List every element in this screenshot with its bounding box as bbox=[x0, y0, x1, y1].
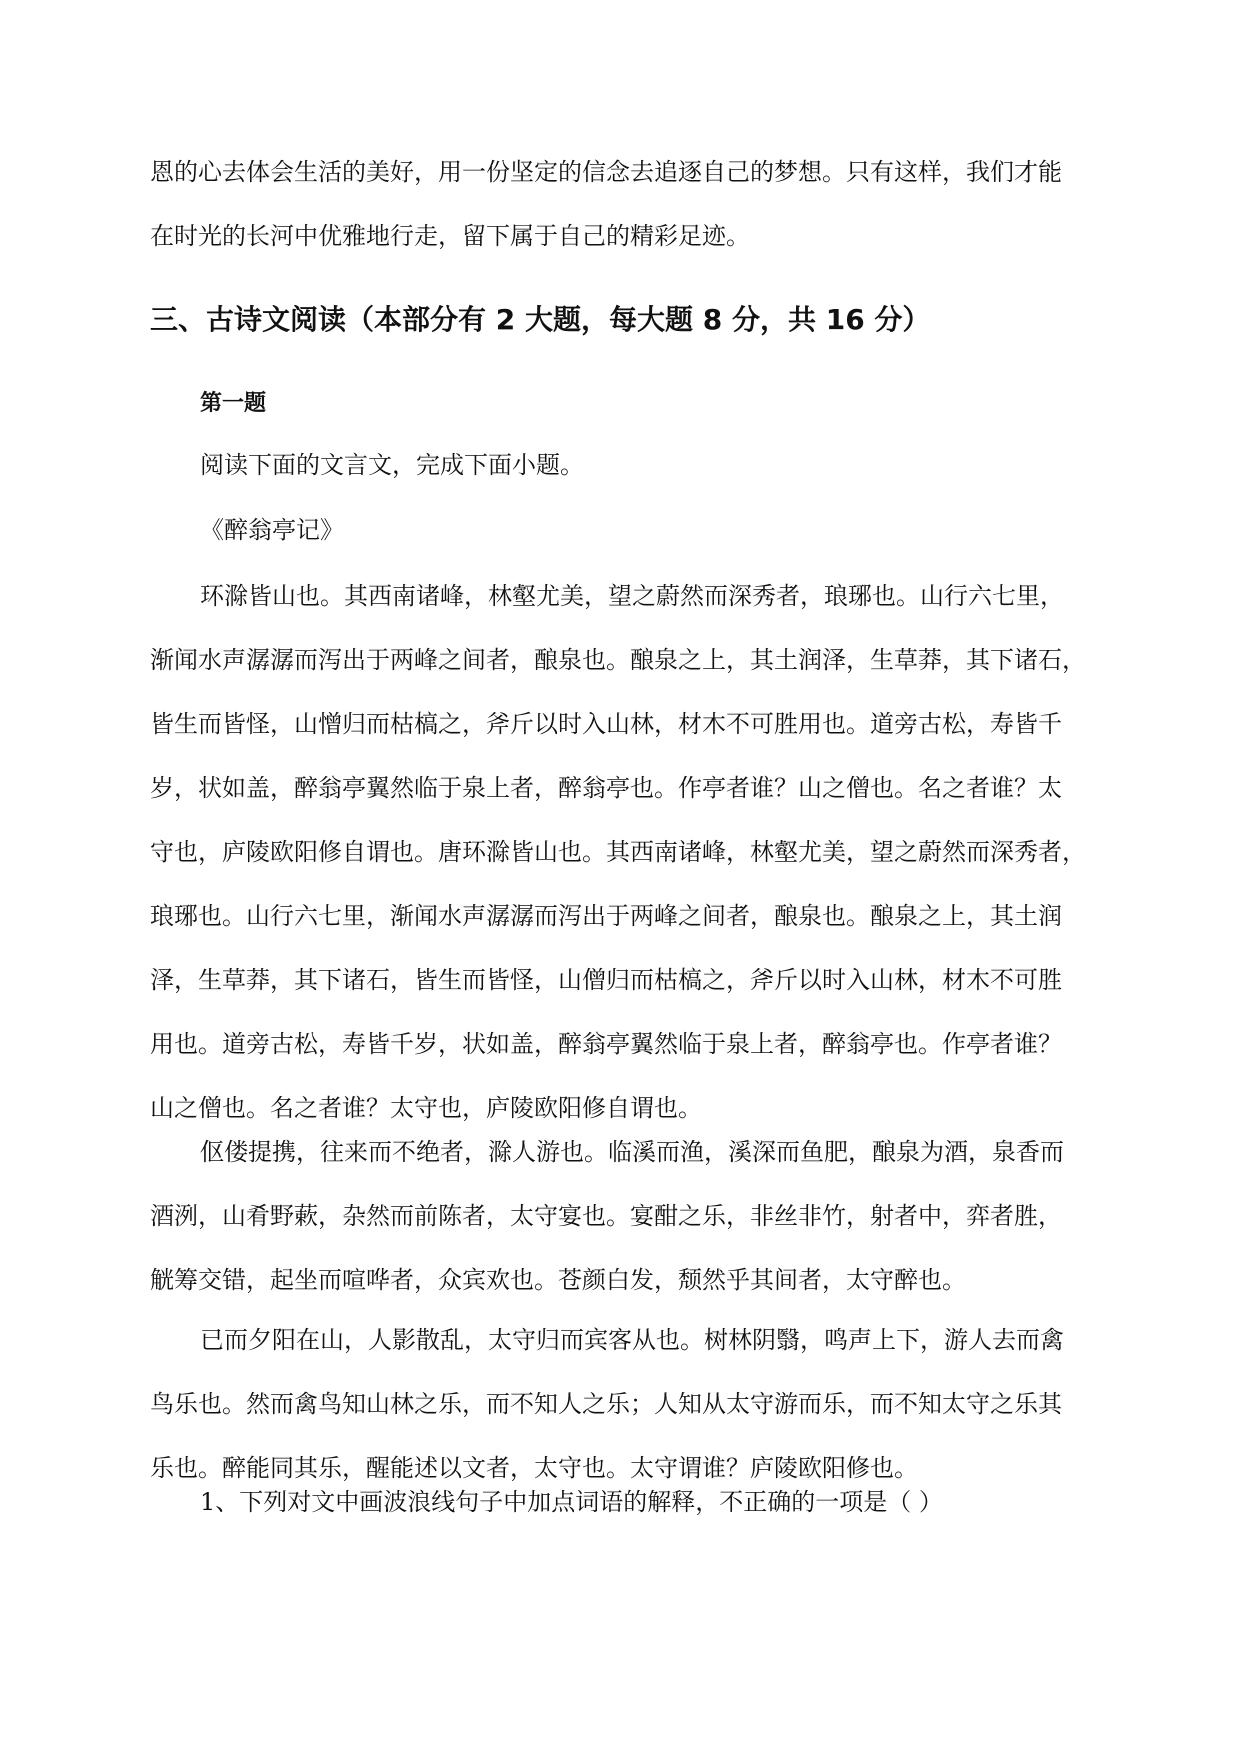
question-group-heading: 第一题 bbox=[200, 391, 267, 416]
passage-line: 渐闻水声潺潺而泻出于两峰之间者，酿泉也。酿泉之上，其土润泽，生草莽，其下诸石， bbox=[150, 646, 1086, 674]
passage-line: 鸟乐也。然而禽鸟知山林之乐，而不知人之乐；人知从太守游而乐，而不知太守之乐其 bbox=[150, 1390, 1062, 1418]
passage-line: 觥筹交错，起坐而喧哗者，众宾欢也。苍颜白发，颓然乎其间者，太守醉也。 bbox=[150, 1266, 966, 1294]
passage-line: 守也，庐陵欧阳修自谓也。唐环滁皆山也。其西南诸峰，林壑尤美，望之蔚然而深秀者， bbox=[150, 838, 1086, 866]
passage-line: 琅琊也。山行六七里，渐闻水声潺潺而泻出于两峰之间者，酿泉也。酿泉之上，其土润 bbox=[150, 902, 1062, 930]
passage-line: 山之僧也。名之者谁？太守也，庐陵欧阳修自谓也。 bbox=[150, 1094, 702, 1122]
passage-line: 用也。道旁古松，寿皆千岁，状如盖，醉翁亭翼然临于泉上者，醉翁亭也。作亭者谁？ bbox=[150, 1030, 1062, 1058]
passage-paragraph-2 bbox=[150, 1120, 1110, 1312]
passage-paragraph-1 bbox=[150, 564, 1110, 1140]
reading-instruction: 阅读下面的文言文，完成下面小题。 bbox=[200, 451, 584, 479]
passage-line: 酒洌，山肴野蔌，杂然而前陈者，太守宴也。宴酣之乐，非丝非竹，射者中，弈者胜， bbox=[150, 1202, 1062, 1230]
passage-line: 皆生而皆怪，山憎归而枯槁之，斧斤以时入山林，材木不可胜用也。道旁古松，寿皆千 bbox=[150, 710, 1062, 738]
passage-line: 泽，生草莽，其下诸石，皆生而皆怪，山僧归而枯槁之，斧斤以时入山林，材木不可胜 bbox=[150, 966, 1062, 994]
passage-line: 环滁皆山也。其西南诸峰，林壑尤美，望之蔚然而深秀者，琅琊也。山行六七里， bbox=[200, 582, 1064, 610]
passage-line: 岁，状如盖，醉翁亭翼然临于泉上者，醉翁亭也。作亭者谁？山之僧也。名之者谁？太 bbox=[150, 774, 1062, 802]
poem-title: 《醉翁亭记》 bbox=[200, 516, 344, 544]
passage-line: 乐也。醉能同其乐，醒能述以文者，太守也。太守谓谁？庐陵欧阳修也。 bbox=[150, 1454, 918, 1482]
intro-line: 恩的心去体会生活的美好，用一份坚定的信念去追逐自己的梦想。只有这样，我们才能 bbox=[150, 158, 1062, 186]
intro-paragraph bbox=[150, 140, 1100, 268]
passage-line: 已而夕阳在山，人影散乱，太守归而宾客从也。树林阴翳，鸣声上下，游人去而禽 bbox=[200, 1326, 1064, 1354]
section-title: 三、古诗文阅读（本部分有 2 大题，每大题 8 分，共 16 分） bbox=[150, 303, 931, 336]
passage-line: 伛偻提携，往来而不绝者，滁人游也。临溪而渔，溪深而鱼肥，酿泉为酒，泉香而 bbox=[200, 1138, 1064, 1166]
question-1-text: 1、下列对文中画波浪线句子中加点词语的解释，不正确的一项是（ ） bbox=[200, 1488, 943, 1516]
intro-line: 在时光的长河中优雅地行走，留下属于自己的精彩足迹。 bbox=[150, 222, 750, 250]
